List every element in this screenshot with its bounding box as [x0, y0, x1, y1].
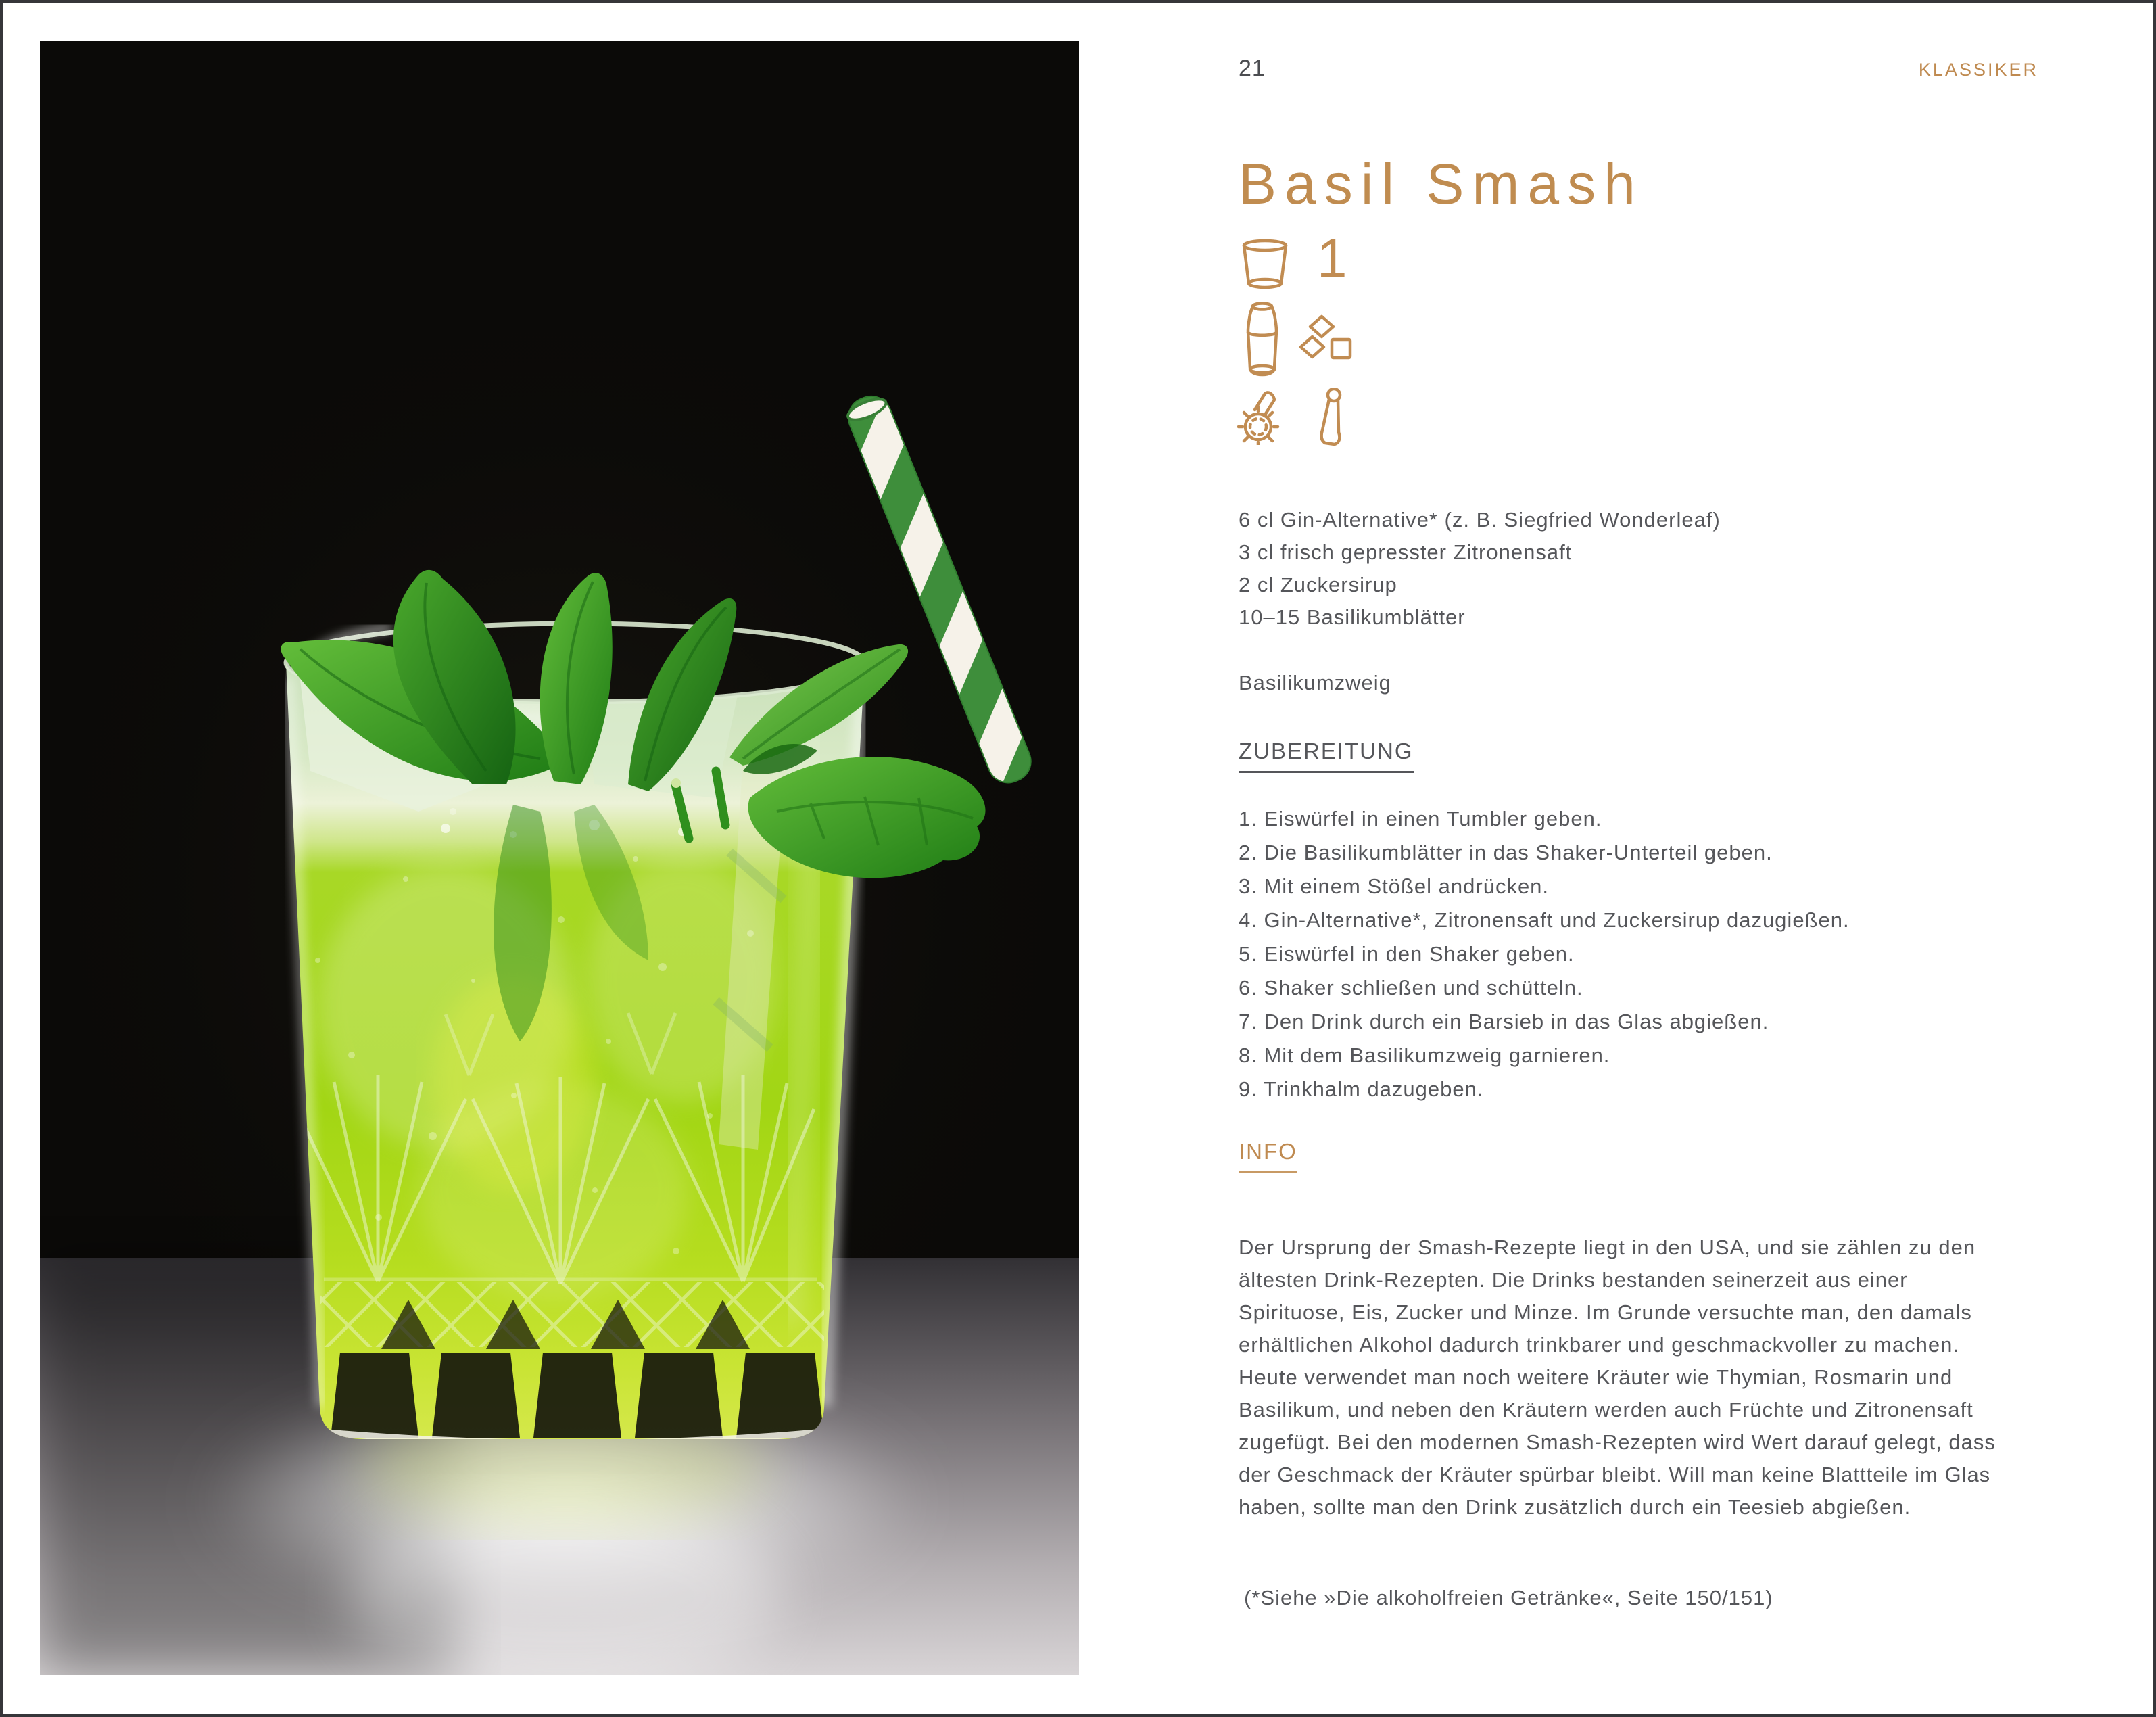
preparation-step: 3. Mit einem Stößel andrücken.	[1239, 874, 1550, 898]
tumbler-icon	[1239, 238, 1291, 292]
chapter-label: KLASSIKER	[1918, 60, 2038, 80]
ice-cubes-icon	[1298, 314, 1354, 364]
ingredient-line: 6 cl Gin-Alternative* (z. B. Siegfried Wonderleaf)	[1239, 508, 1721, 532]
footnote: (*Siehe »Die alkoholfreien Getränke«, Seite 150/151)	[1244, 1586, 1773, 1609]
cocktail-photo	[40, 41, 1079, 1675]
garnish-line: Basilikumzweig	[1239, 671, 1391, 695]
preparation-step: 7. Den Drink durch ein Barsieb in das Glas abgießen.	[1239, 1010, 1769, 1033]
page-header	[1239, 55, 2038, 82]
preparation-step: 5. Eiswürfel in den Shaker geben.	[1239, 942, 1575, 966]
preparation-step: 6. Shaker schließen und schütteln.	[1239, 976, 1583, 999]
preparation-step: 4. Gin-Alternative*, Zitronensaft und Zuckersirup dazugießen.	[1239, 908, 1850, 932]
preparation-step: 1. Eiswürfel in einen Tumbler geben.	[1239, 807, 1602, 830]
shaker-icon	[1240, 302, 1285, 377]
preparation-heading: ZUBEREITUNG	[1239, 738, 1414, 773]
ingredient-line: 10–15 Basilikumblätter	[1239, 605, 1466, 629]
preparation-step: 8. Mit dem Basilikumzweig garnieren.	[1239, 1043, 1610, 1067]
ingredient-list	[1239, 504, 1721, 634]
ingredient-line: 2 cl Zuckersirup	[1239, 573, 1397, 596]
glass-count: 1	[1317, 228, 1347, 288]
page-number: 21	[1239, 55, 1266, 81]
info-paragraph: Der Ursprung der Smash-Rezepte liegt in den USA, und sie zählen zu den ältesten Drink-Rezepten. Die Drinks bestanden seinerzeit aus einer Spirituose, Eis, Zucker und Minze. Im Grunde versuchte man, den damals erhältlichen Alkohol dadurch trinkbarer und geschmackvoller zu machen. Heute verwendet man noch weitere Kräuter wie Thymian, Rosmarin und Basilikum, und neben den Kräutern werden auch Früchte und Zitronensaft zugefügt. Bei den modernen Smash-Rezepten wird Wert darauf gelegt, dass der Geschmack der Kräuter spürbar bleibt. Will man keine Blattteile im Glas haben, sollte man den Drink zusätzlich durch ein Teesieb abgießen.	[1239, 1236, 1996, 1519]
cocktail-photo-illustration	[40, 41, 1079, 1675]
info-heading: INFO	[1239, 1139, 1297, 1173]
muddler-icon	[1317, 388, 1348, 446]
ingredient-line: 3 cl frisch gepresster Zitronensaft	[1239, 540, 1573, 564]
recipe-title: Basil Smash	[1239, 152, 1644, 216]
preparation-step: 9. Trinkhalm dazugeben.	[1239, 1077, 1484, 1101]
strainer-icon	[1236, 388, 1293, 445]
preparation-steps	[1239, 802, 1850, 1106]
preparation-step: 2. Die Basilikumblätter in das Shaker-Unterteil geben.	[1239, 841, 1773, 864]
